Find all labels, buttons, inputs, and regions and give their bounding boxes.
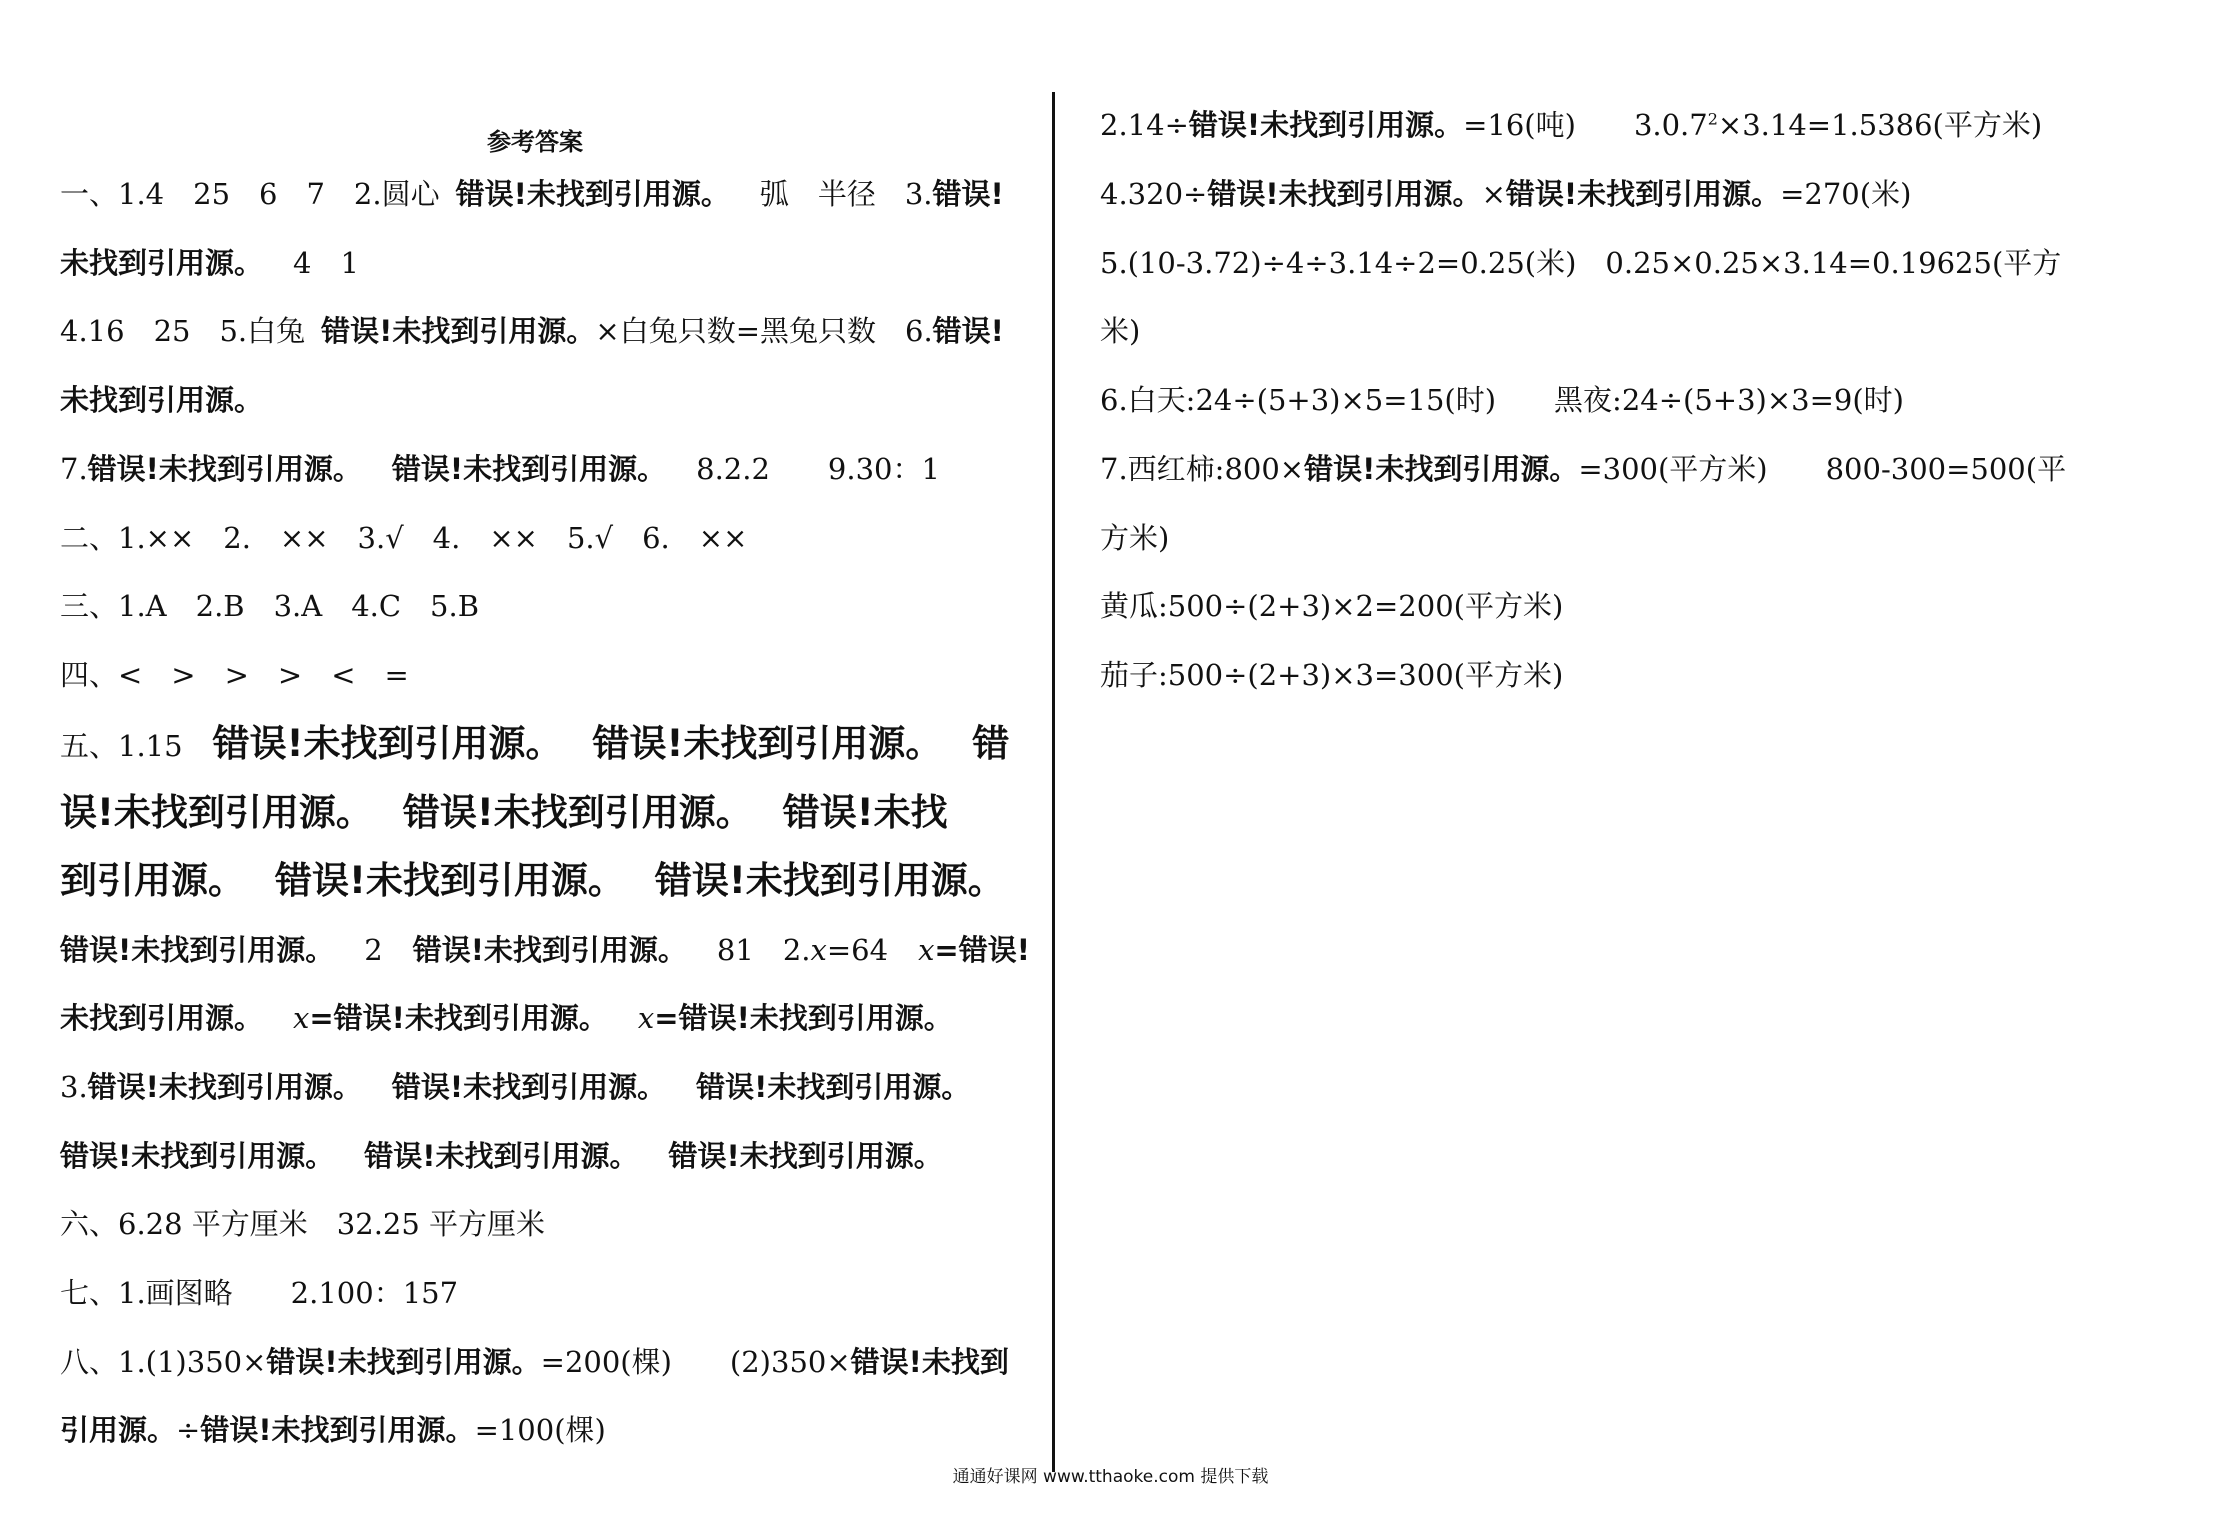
error-text: 到引用源。	[60, 859, 245, 902]
answer-line: 七、1.画图略 2.100：157	[60, 1276, 459, 1310]
error-text: 错误!未找到引用源。	[1188, 108, 1464, 142]
text: 7.西红柿:800×	[1100, 452, 1305, 486]
error-text: 引用源。	[60, 1413, 177, 1447]
error-text: 错误!未找到引用源。	[654, 859, 1005, 902]
page-title: 参考答案	[487, 128, 583, 156]
error-text: 误!未找到引用源。	[60, 791, 373, 834]
error-text: 错误!未找到引用源。	[696, 1070, 971, 1104]
answer-line	[60, 449, 940, 489]
error-text: 错误!	[932, 314, 1004, 348]
error-text: 错误!未找到引用源。	[60, 1139, 335, 1173]
text: 一、1.4 25 6 7 2.圆心	[60, 177, 440, 211]
text: =16(吨) 3.0.7	[1463, 108, 1708, 142]
superscript: 2	[1707, 109, 1718, 129]
answer-line	[60, 1342, 1009, 1382]
text: 八、1.(1)350×	[60, 1345, 267, 1379]
error-text: 错误!未找到引用源。	[412, 933, 687, 967]
answer-line: 三、1.A 2.B 3.A 4.C 5.B	[60, 589, 480, 623]
error-text: 错误!未找到引用源。	[391, 1070, 667, 1104]
text: ÷	[176, 1413, 201, 1447]
text: 8.2.2 9.30：1	[696, 452, 940, 486]
error-text: 未找到引用源。	[60, 1001, 264, 1035]
error-text: 错误!未找到引用源。	[87, 452, 362, 486]
error-text: 错误!未找到引用源。	[402, 791, 753, 834]
text: =100(棵)	[474, 1413, 606, 1447]
text: 4.16 25 5.白兔	[60, 314, 306, 348]
error-text: 错误!未找到引用源。	[200, 1413, 475, 1447]
error-text: 错误!	[932, 177, 1004, 211]
text: 弧 半径 3.	[759, 177, 933, 211]
error-text: =错误!未找到引用源。	[309, 1001, 608, 1035]
error-text: 未找到引用源。	[60, 383, 264, 417]
answer-line: 黄瓜:500÷(2+3)×2=200(平方米)	[1100, 589, 1564, 623]
error-text: 错误!未找到	[850, 1345, 1009, 1379]
text: =200(棵) (2)350×	[540, 1345, 851, 1379]
text: 2.14÷	[1100, 108, 1189, 142]
variable: x	[810, 933, 827, 967]
answer-line: 六、6.28 平方厘米 32.25 平方厘米	[60, 1207, 546, 1241]
answer-line: 米)	[1100, 314, 1141, 348]
answer-line	[60, 856, 1005, 906]
text: =300(平方米) 800-300=500(平	[1578, 452, 2067, 486]
error-text: 错误!未找到引用源。	[60, 933, 335, 967]
variable: x	[293, 1001, 310, 1035]
answer-line	[60, 930, 1030, 970]
answer-line	[60, 174, 1004, 214]
text: ×	[1481, 177, 1506, 211]
answer-line	[1100, 105, 2042, 145]
answer-line	[60, 998, 953, 1038]
text: 五、1.15	[60, 729, 183, 763]
variable: x	[918, 933, 935, 967]
error-text: 错误!未找到引用源。	[455, 177, 730, 211]
text: 81 2.	[716, 933, 811, 967]
answer-line	[1100, 174, 1911, 214]
answer-line	[60, 719, 1009, 771]
error-text: =错误!	[934, 933, 1030, 967]
error-text: 错误!未找到引用源。	[1207, 177, 1482, 211]
answer-line: 6.白天:24÷(5+3)×5=15(时) 黑夜:24÷(5+3)×3=9(时)	[1100, 383, 1904, 417]
error-text: 错误!未找到引用源。	[1505, 177, 1781, 211]
text: 4.320÷	[1100, 177, 1208, 211]
answer-line	[60, 788, 948, 838]
answer-line: 5.(10-3.72)÷4÷3.14÷2=0.25(米) 0.25×0.25×3.14=0.19625(平方	[1100, 246, 2062, 280]
text: =64	[826, 933, 889, 967]
error-text: 错误!未找到引用源。	[668, 1139, 943, 1173]
variable: x	[637, 1001, 655, 1035]
answer-line	[60, 1067, 970, 1107]
answer-line	[60, 311, 1004, 351]
answer-line: 茄子:500÷(2+3)×3=300(平方米)	[1100, 658, 1564, 692]
answer-line: 四、< > > > < =	[60, 658, 409, 692]
error-text: 错误!未找	[782, 791, 948, 834]
answer-line	[1100, 449, 2066, 489]
answer-line	[60, 380, 263, 420]
error-text: 错误!未找到引用源。	[212, 722, 563, 765]
error-text: 错误!未找到引用源。	[1304, 452, 1579, 486]
text: 2	[364, 933, 383, 967]
footer-credit: 通通好课网 www.tthaoke.com 提供下载	[952, 1467, 1269, 1487]
text: ×3.14=1.5386(平方米)	[1717, 108, 2043, 142]
error-text: 错误!未找到引用源。	[391, 452, 667, 486]
answer-line	[60, 1410, 606, 1450]
error-text: 错误!未找到引用源。	[321, 314, 596, 348]
error-text: 错误!未找到引用源。	[592, 722, 943, 765]
error-text: 错	[972, 722, 1010, 765]
error-text: 错误!未找到引用源。	[364, 1139, 639, 1173]
text: 7.	[60, 452, 88, 486]
text: =270(米)	[1780, 177, 1912, 211]
error-text: 错误!未找到引用源。	[87, 1070, 362, 1104]
text: 3.	[60, 1070, 88, 1104]
text: ×白兔只数=黑兔只数 6.	[595, 314, 933, 348]
error-text: 错误!未找到引用源。	[275, 859, 625, 902]
text: 4 1	[293, 246, 359, 280]
answer-line: 方米)	[1100, 521, 1170, 555]
error-text: 错误!未找到引用源。	[266, 1345, 541, 1379]
error-text: =错误!未找到引用源。	[654, 1001, 953, 1035]
answer-line: 二、1.×× 2. ×× 3.√ 4. ×× 5.√ 6. ××	[60, 521, 748, 555]
column-divider	[1052, 92, 1055, 1472]
error-text: 未找到引用源。	[60, 246, 264, 280]
answer-line	[60, 243, 359, 283]
answer-line	[60, 1136, 943, 1176]
